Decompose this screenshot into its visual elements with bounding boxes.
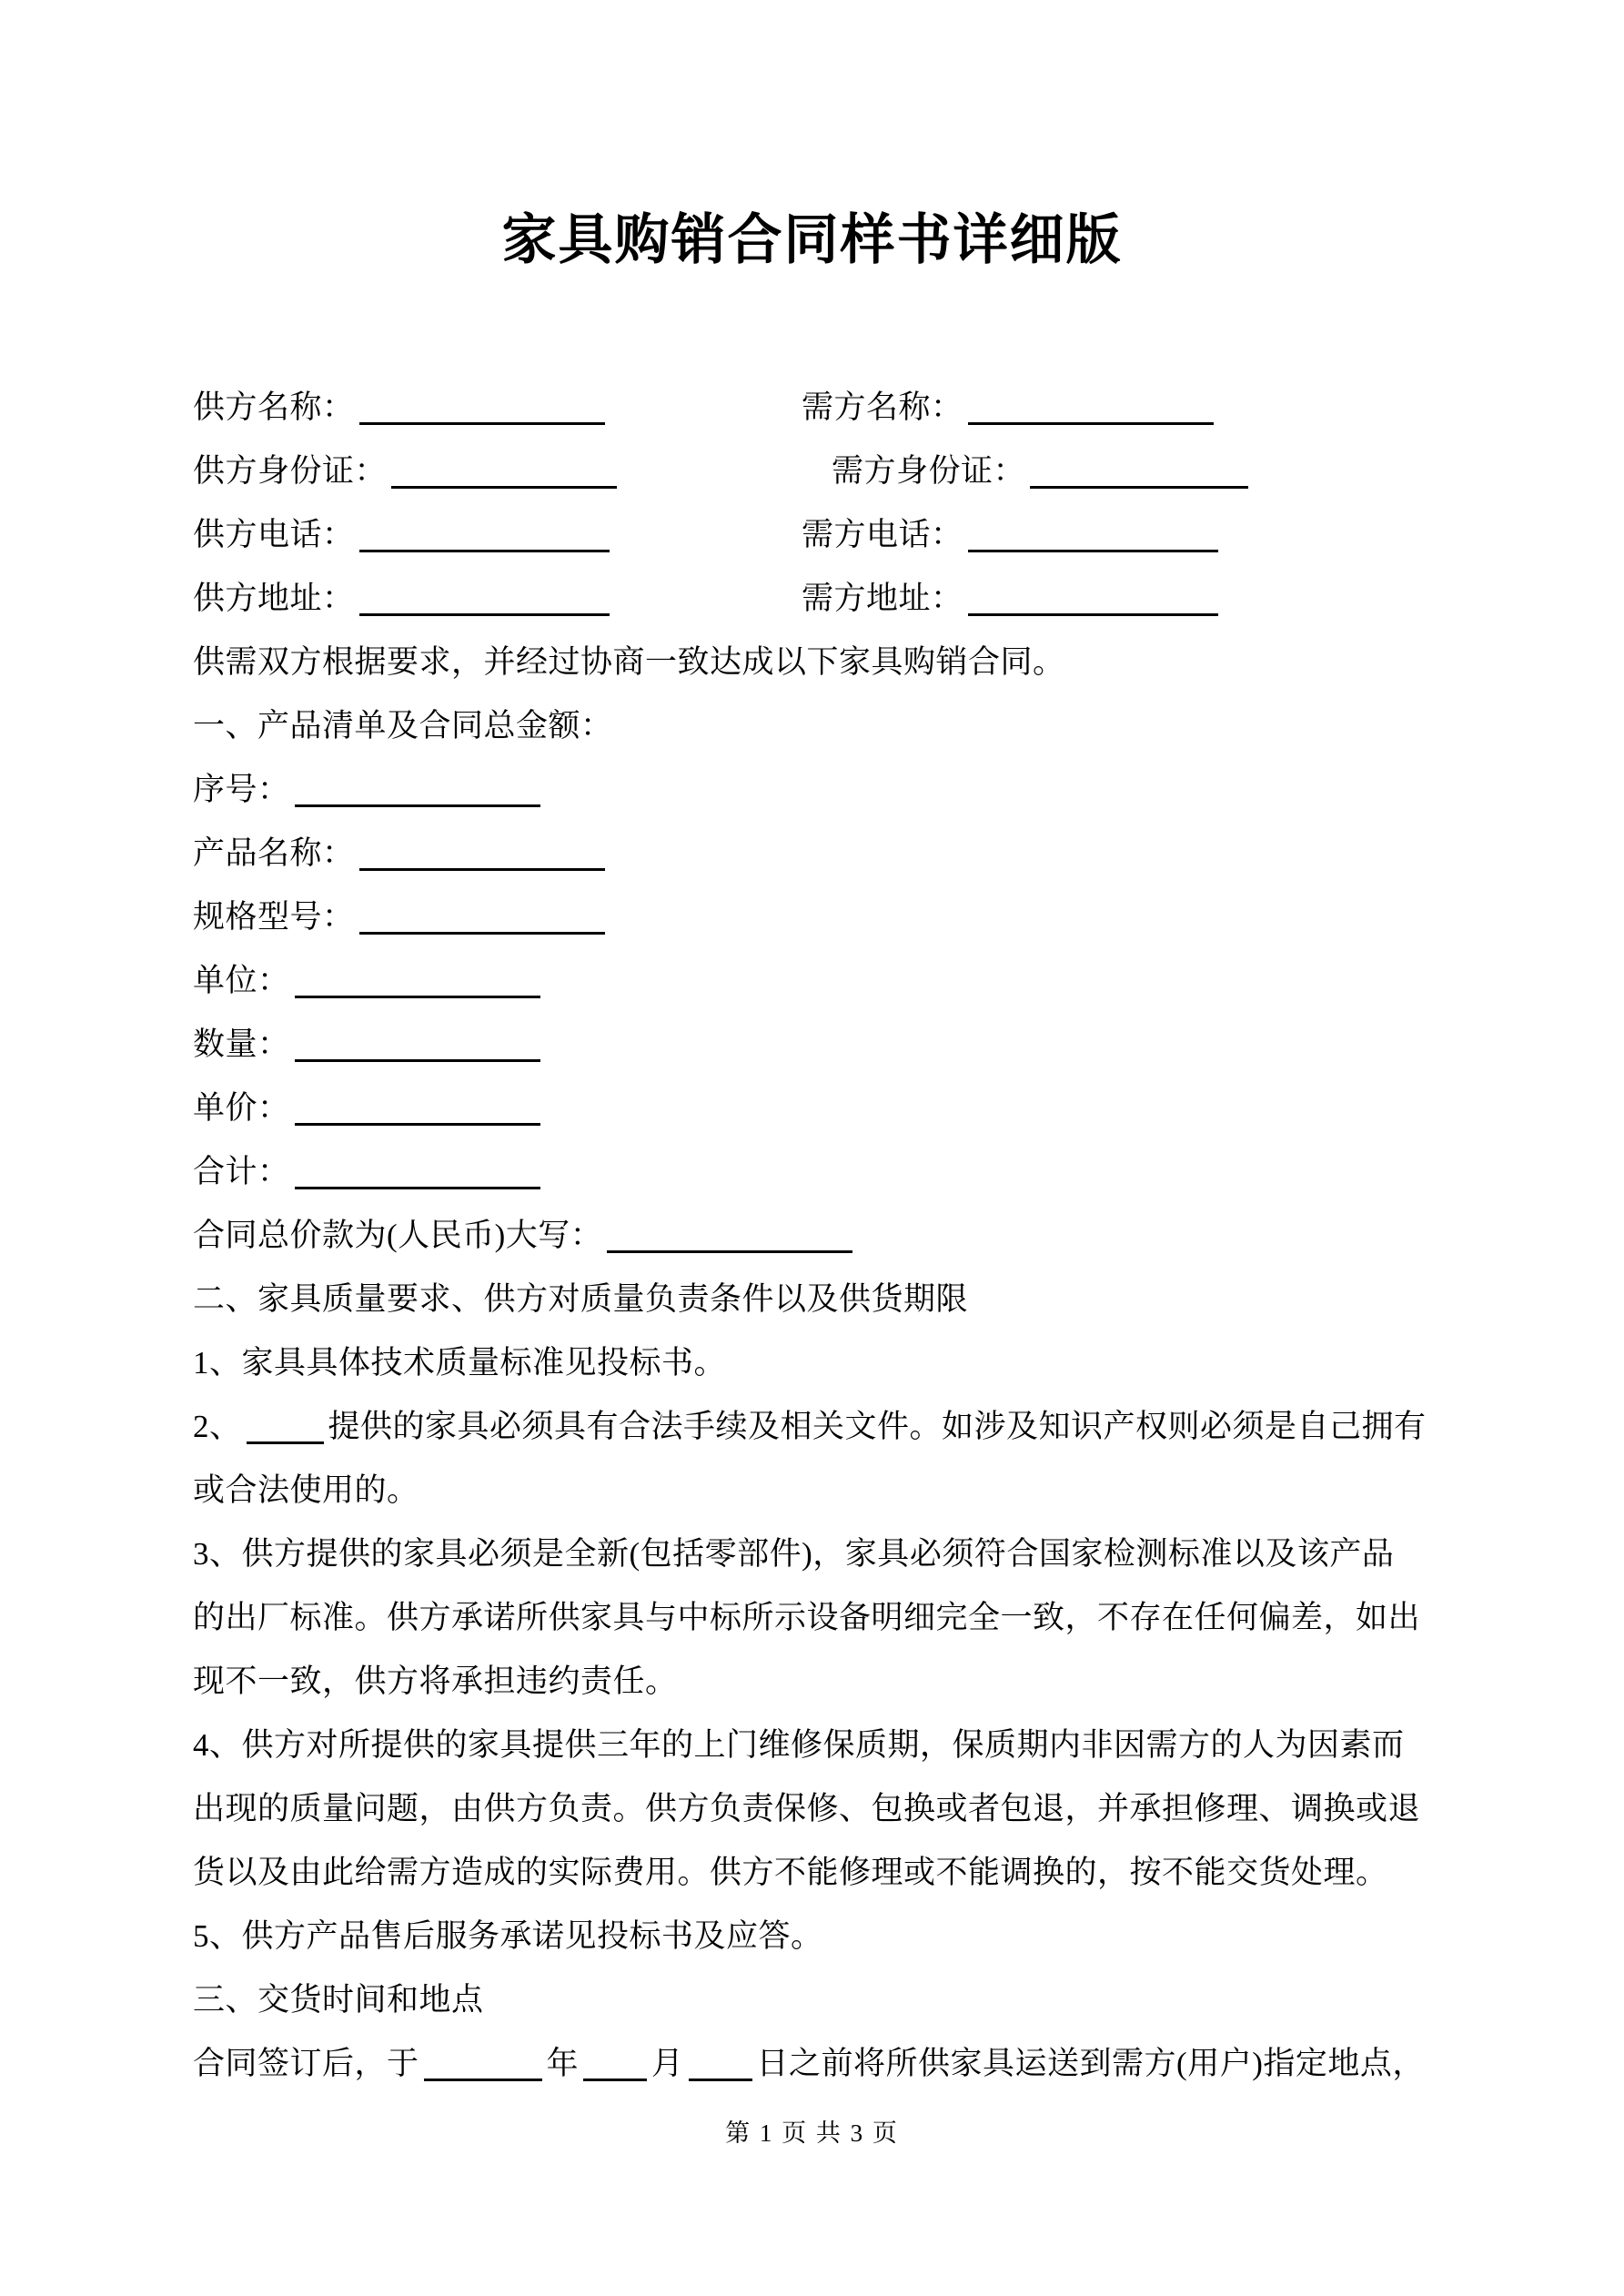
text-run: 一、产品清单及合同总金额： bbox=[193, 708, 613, 743]
text-run: 的出厂标准。供方承诺所供家具与中标所示设备明细完全一致，不存在任何偏差，如出 bbox=[193, 1600, 1421, 1635]
blank-underline-inline bbox=[359, 836, 605, 871]
blank-underline-inline bbox=[583, 2047, 647, 2081]
document-line-14 bbox=[193, 1268, 1448, 1331]
page-number: 第 1 页 共 3 页 bbox=[725, 2119, 899, 2147]
document-line-12 bbox=[193, 1140, 1448, 1204]
text-run: 数量： bbox=[193, 1027, 290, 1062]
blank-underline-field bbox=[359, 390, 605, 425]
text-run: 月 bbox=[651, 2046, 684, 2081]
document-line-13 bbox=[193, 1204, 1448, 1268]
field-label: 需方地址： bbox=[802, 581, 963, 616]
field-right-column bbox=[802, 376, 1218, 440]
field-label: 供方地址： bbox=[193, 581, 355, 616]
document-body bbox=[193, 0, 1448, 2296]
field-right-column bbox=[802, 567, 1223, 631]
blank-underline-inline bbox=[295, 964, 540, 998]
blank-underline-inline bbox=[295, 1091, 540, 1126]
text-run: 序号： bbox=[193, 772, 290, 807]
document-line-0 bbox=[193, 376, 1448, 440]
text-run: 合同总价款为(人民币)大写： bbox=[193, 1218, 603, 1253]
blank-underline-field bbox=[968, 582, 1218, 616]
document-line-11 bbox=[193, 1077, 1448, 1140]
text-run: 货以及由此给需方造成的实际费用。供方不能修理或不能调换的，按不能交货处理。 bbox=[193, 1855, 1388, 1890]
text-run: 提供的家具必须具有合法手续及相关文件。如涉及知识产权则必须是自己拥有 bbox=[328, 1409, 1427, 1444]
field-label: 需方名称： bbox=[802, 389, 963, 425]
blank-underline-field bbox=[968, 390, 1214, 425]
text-run: 二、家具质量要求、供方对质量负责条件以及供货期限 bbox=[193, 1281, 969, 1317]
text-run: 现不一致，供方将承担违约责任。 bbox=[193, 1664, 678, 1699]
blank-underline-inline bbox=[607, 1219, 852, 1253]
document-line-6 bbox=[193, 758, 1448, 822]
field-label: 供方电话： bbox=[193, 517, 355, 552]
document-title: 家具购销合同样书详细版 bbox=[501, 210, 1123, 270]
document-line-3 bbox=[193, 567, 1448, 631]
blank-underline-inline bbox=[295, 1027, 540, 1062]
text-run: 合同签订后，于 bbox=[193, 2046, 419, 2081]
field-right-column bbox=[802, 503, 1223, 567]
blank-underline-field bbox=[968, 518, 1218, 552]
document-line-21 bbox=[193, 1714, 1448, 1777]
document-line-4 bbox=[193, 631, 1448, 694]
document-line-1 bbox=[193, 440, 1448, 503]
text-run: 三、交货时间和地点 bbox=[193, 1982, 484, 2018]
blank-underline-field bbox=[391, 454, 617, 489]
field-label: 需方身份证： bbox=[832, 453, 1026, 489]
text-run: 年 bbox=[546, 2046, 580, 2081]
document-line-17 bbox=[193, 1459, 1448, 1522]
text-run: 日之前将所供家具运送到需方(用户)指定地点， bbox=[756, 2046, 1425, 2081]
document-line-23 bbox=[193, 1841, 1448, 1905]
blank-underline-field bbox=[1030, 454, 1248, 489]
field-label: 供方名称： bbox=[193, 389, 355, 425]
text-run: 5、供方产品售后服务承诺见投标书及应答。 bbox=[193, 1918, 823, 1954]
blank-underline-inline bbox=[247, 1410, 324, 1444]
text-run: 4、供方对所提供的家具提供三年的上门维修保质期，保质期内非因需方的人为因素而 bbox=[193, 1727, 1405, 1763]
document-line-24 bbox=[193, 1905, 1448, 1968]
field-label: 需方电话： bbox=[802, 517, 963, 552]
blank-underline-inline bbox=[359, 900, 605, 935]
text-run: 规格型号： bbox=[193, 899, 355, 935]
text-run: 合计： bbox=[193, 1154, 290, 1189]
document-line-19 bbox=[193, 1586, 1448, 1650]
document-line-8 bbox=[193, 885, 1448, 949]
blank-underline-inline bbox=[424, 2047, 542, 2081]
blank-underline-field bbox=[359, 518, 610, 552]
text-run: 1、家具具体技术质量标准见投标书。 bbox=[193, 1345, 727, 1381]
blank-underline-inline bbox=[295, 773, 540, 807]
document-line-16 bbox=[193, 1395, 1448, 1459]
document-line-15 bbox=[193, 1331, 1448, 1395]
document-line-20 bbox=[193, 1650, 1448, 1714]
blank-underline-field bbox=[359, 582, 610, 616]
text-run: 单价： bbox=[193, 1090, 290, 1126]
text-run: 供需双方根据要求，并经过协商一致达成以下家具购销合同。 bbox=[193, 644, 1065, 680]
text-run: 或合法使用的。 bbox=[193, 1472, 419, 1508]
document-line-22 bbox=[193, 1777, 1448, 1841]
document-line-9 bbox=[193, 949, 1448, 1013]
text-run: 单位： bbox=[193, 963, 290, 998]
document-line-10 bbox=[193, 1013, 1448, 1077]
document-line-26 bbox=[193, 2032, 1448, 2096]
document-line-2 bbox=[193, 503, 1448, 567]
blank-underline-inline bbox=[689, 2047, 752, 2081]
document-line-7 bbox=[193, 822, 1448, 885]
text-run: 2、 bbox=[193, 1409, 242, 1444]
blank-underline-inline bbox=[295, 1155, 540, 1189]
text-run: 出现的质量问题，由供方负责。供方负责保修、包换或者包退，并承担修理、调换或退 bbox=[193, 1791, 1421, 1826]
field-right-column bbox=[832, 440, 1253, 503]
document-line-5 bbox=[193, 694, 1448, 758]
document-line-18 bbox=[193, 1522, 1448, 1586]
document-line-25 bbox=[193, 1968, 1448, 2032]
text-run: 产品名称： bbox=[193, 835, 355, 871]
text-run: 3、供方提供的家具必须是全新(包括零部件)，家具必须符合国家检测标准以及该产品 bbox=[193, 1536, 1395, 1572]
field-label: 供方身份证： bbox=[193, 453, 388, 489]
